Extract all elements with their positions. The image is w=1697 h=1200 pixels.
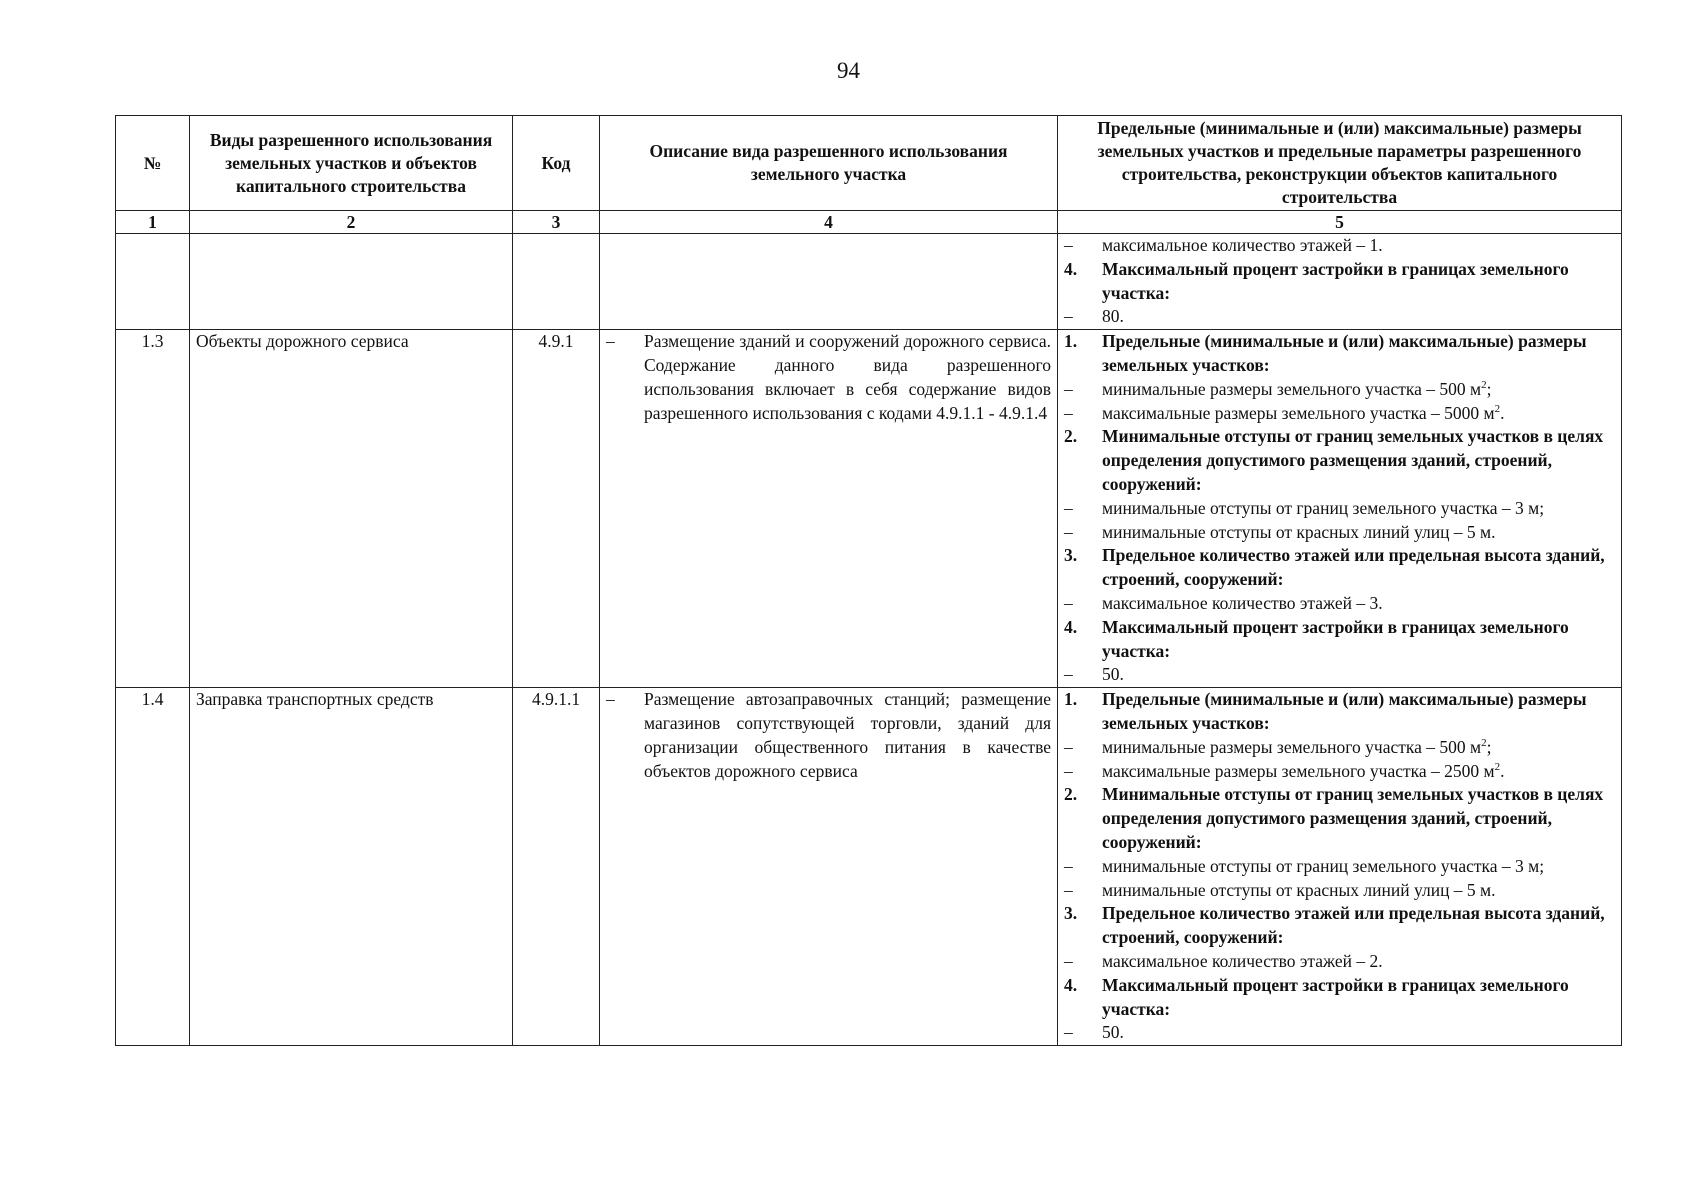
parameter-value: максимальные размеры земельного участка – 2500 м (1102, 760, 1495, 781)
parameter-value: минимальные отступы от границ земельного участка – 3 м; (1102, 497, 1545, 518)
parameter-marker: – (1064, 879, 1073, 900)
use-code (513, 234, 600, 330)
parameter-item (1064, 855, 1615, 879)
parameter-marker: – (1064, 235, 1073, 255)
parameter-text (1102, 855, 1615, 879)
parameter-marker: – (1064, 950, 1073, 971)
parameter-text (1102, 688, 1615, 736)
parameter-item (1064, 736, 1615, 760)
header-parameters: Предельные (минимальные и (или) максимальные) размеры земельных участков и предельные параметры разрешенного строительства, реконструкции объектов капитального строительства (1058, 116, 1622, 211)
parameter-heading (1064, 783, 1615, 854)
parameter-value: Предельные (минимальные и (или) максимальные) размеры земельных участков: (1102, 331, 1587, 375)
parameter-value: максимальное количество этажей – 3. (1102, 592, 1383, 613)
row-number: 1.3 (116, 330, 190, 688)
parameters-cell (1058, 330, 1622, 688)
parameter-value: минимальные размеры земельного участка – 500 м (1102, 736, 1482, 757)
parameters-cell (1058, 234, 1622, 330)
column-number: 5 (1058, 211, 1622, 234)
parameter-punctuation: ; (1486, 378, 1492, 399)
parameter-item (1064, 592, 1615, 616)
parameter-item (1064, 879, 1615, 903)
parameter-value: максимальное количество этажей – 1. (1102, 235, 1383, 255)
parameter-text (1102, 760, 1615, 784)
page-number: 94 (837, 58, 860, 83)
parameter-text (1102, 736, 1615, 760)
parameter-text (1102, 330, 1615, 378)
parameter-heading (1064, 425, 1615, 496)
parameter-value: максимальные размеры земельного участка – 5000 м (1102, 402, 1495, 423)
parameter-marker: 1. (1064, 689, 1078, 710)
parameter-marker: – (1064, 497, 1073, 518)
parameter-heading (1064, 616, 1615, 664)
parameter-value: Предельные (минимальные и (или) максимальные) размеры земельных участков: (1102, 689, 1587, 733)
parameter-text (1102, 902, 1615, 950)
parameter-text (1102, 616, 1615, 664)
parameter-text (1102, 521, 1615, 545)
parameter-value: 50. (1102, 1022, 1124, 1043)
column-number: 4 (600, 211, 1058, 234)
parameter-text (1102, 258, 1615, 306)
column-number-row (116, 211, 1622, 234)
parameter-marker: – (1064, 306, 1073, 327)
parameter-text (1102, 497, 1615, 521)
parameter-item (1064, 378, 1615, 402)
parameter-value: Предельное количество этажей или предельная высота зданий, строений, сооружений: (1102, 545, 1605, 590)
parameter-text (1102, 974, 1615, 1022)
parameter-value: Минимальные отступы от границ земельных участков в целях определения допустимого размещения зданий, строений, сооружений: (1102, 784, 1604, 852)
use-code: 4.9.1 (513, 330, 600, 688)
parameter-value: Предельное количество этажей или предельная высота зданий, строений, сооружений: (1102, 903, 1605, 948)
parameter-text (1102, 425, 1615, 496)
parameter-heading (1064, 974, 1615, 1022)
parameter-item (1064, 950, 1615, 974)
parameter-value: Минимальные отступы от границ земельных участков в целях определения допустимого размещения зданий, строений, сооружений: (1102, 426, 1604, 494)
parameter-heading (1064, 330, 1615, 378)
row-number (116, 234, 190, 330)
parameter-marker: 4. (1064, 974, 1078, 995)
parameter-item (1064, 305, 1615, 329)
parameter-marker: 1. (1064, 331, 1078, 352)
parameter-value: минимальные отступы от красных линий улиц – 5 м. (1102, 521, 1496, 542)
parameter-value: 80. (1102, 306, 1124, 327)
row-number: 1.4 (116, 688, 190, 1046)
parameter-marker: – (1064, 855, 1073, 876)
parameter-value: минимальные отступы от границ земельного участка – 3 м; (1102, 855, 1545, 876)
parameter-text (1102, 1021, 1615, 1045)
parameter-item (1064, 497, 1615, 521)
parameter-item (1064, 521, 1615, 545)
parameter-value: Максимальный процент застройки в границах земельного участка: (1102, 616, 1569, 661)
parameters-cell (1058, 688, 1622, 1046)
parameter-item (1064, 760, 1615, 784)
parameter-text (1102, 234, 1615, 258)
use-code: 4.9.1.1 (513, 688, 600, 1046)
parameter-text (1102, 663, 1615, 687)
table-header-row (116, 116, 1622, 211)
parameter-punctuation: . (1500, 760, 1505, 781)
column-number: 1 (116, 211, 190, 234)
header-description: Описание вида разрешенного использования земельного участка (600, 116, 1058, 211)
parameter-text (1102, 879, 1615, 903)
parameter-text (1102, 592, 1615, 616)
description-text: Размещение зданий и сооружений дорожного сервиса. Содержание данного вида разрешенного использования включает в себя содержание видов разрешенного использования с кодами 4.9.1.1 - 4.9.1.4 (644, 331, 1051, 423)
parameter-text (1102, 950, 1615, 974)
parameter-item (1064, 1021, 1615, 1045)
unit-superscript: 2 (1494, 760, 1501, 773)
parameter-punctuation: ; (1486, 736, 1492, 757)
table-row (116, 688, 1622, 1046)
parameter-item (1064, 663, 1615, 687)
parameter-text (1102, 783, 1615, 854)
column-number: 2 (190, 211, 513, 234)
parameter-marker: – (1064, 402, 1073, 423)
use-description (600, 688, 1058, 1046)
parameter-marker: – (1064, 592, 1073, 613)
parameter-heading (1064, 544, 1615, 592)
parameter-marker: 3. (1064, 903, 1078, 924)
parameter-item (1064, 234, 1615, 258)
parameter-heading (1064, 902, 1615, 950)
parameter-text (1102, 402, 1615, 426)
parameter-value: Максимальный процент застройки в границах земельного участка: (1102, 258, 1569, 303)
table-body (116, 234, 1622, 1046)
parameter-marker: 2. (1064, 426, 1078, 447)
description-dash: – (606, 689, 615, 710)
description-text: Размещение автозаправочных станций; размещение магазинов сопутствующей торговли, зданий для организации общественного питания в качестве объектов дорожного сервиса (644, 689, 1051, 781)
parameter-heading (1064, 258, 1615, 306)
header-number: № (116, 116, 190, 211)
unit-superscript: 2 (1481, 736, 1487, 749)
unit-superscript: 2 (1481, 378, 1487, 391)
use-description (600, 234, 1058, 330)
parameter-value: минимальные отступы от красных линий улиц – 5 м. (1102, 879, 1496, 900)
parameter-value: 50. (1102, 664, 1124, 685)
parameter-marker: – (1064, 736, 1073, 757)
parameter-item (1064, 402, 1615, 426)
header-code: Код (513, 116, 600, 211)
description-dash: – (606, 331, 615, 352)
header-use-type: Виды разрешенного использования земельных участков и объектов капитального строительства (190, 116, 513, 211)
use-type-name (190, 234, 513, 330)
parameter-value: Максимальный процент застройки в границах земельного участка: (1102, 974, 1569, 1019)
parameter-marker: 4. (1064, 258, 1078, 279)
table-row (116, 234, 1622, 330)
parameter-text (1102, 544, 1615, 592)
unit-superscript: 2 (1494, 402, 1501, 415)
parameter-marker: 4. (1064, 616, 1078, 637)
parameter-heading (1064, 688, 1615, 736)
parameter-marker: – (1064, 664, 1073, 685)
table-row (116, 330, 1622, 688)
parameter-marker: – (1064, 378, 1073, 399)
land-use-table (115, 115, 1622, 1046)
parameter-value: максимальное количество этажей – 2. (1102, 950, 1383, 971)
parameter-punctuation: . (1500, 402, 1505, 423)
parameter-text (1102, 305, 1615, 329)
use-description (600, 330, 1058, 688)
parameter-text (1102, 378, 1615, 402)
parameter-marker: – (1064, 521, 1073, 542)
parameter-value: минимальные размеры земельного участка – 500 м (1102, 378, 1482, 399)
parameter-marker: 3. (1064, 545, 1078, 566)
parameter-marker: – (1064, 760, 1073, 781)
parameter-marker: 2. (1064, 784, 1078, 805)
parameter-marker: – (1064, 1022, 1073, 1043)
column-number: 3 (513, 211, 600, 234)
use-type-name: Заправка транспортных средств (190, 688, 513, 1046)
use-type-name: Объекты дорожного сервиса (190, 330, 513, 688)
